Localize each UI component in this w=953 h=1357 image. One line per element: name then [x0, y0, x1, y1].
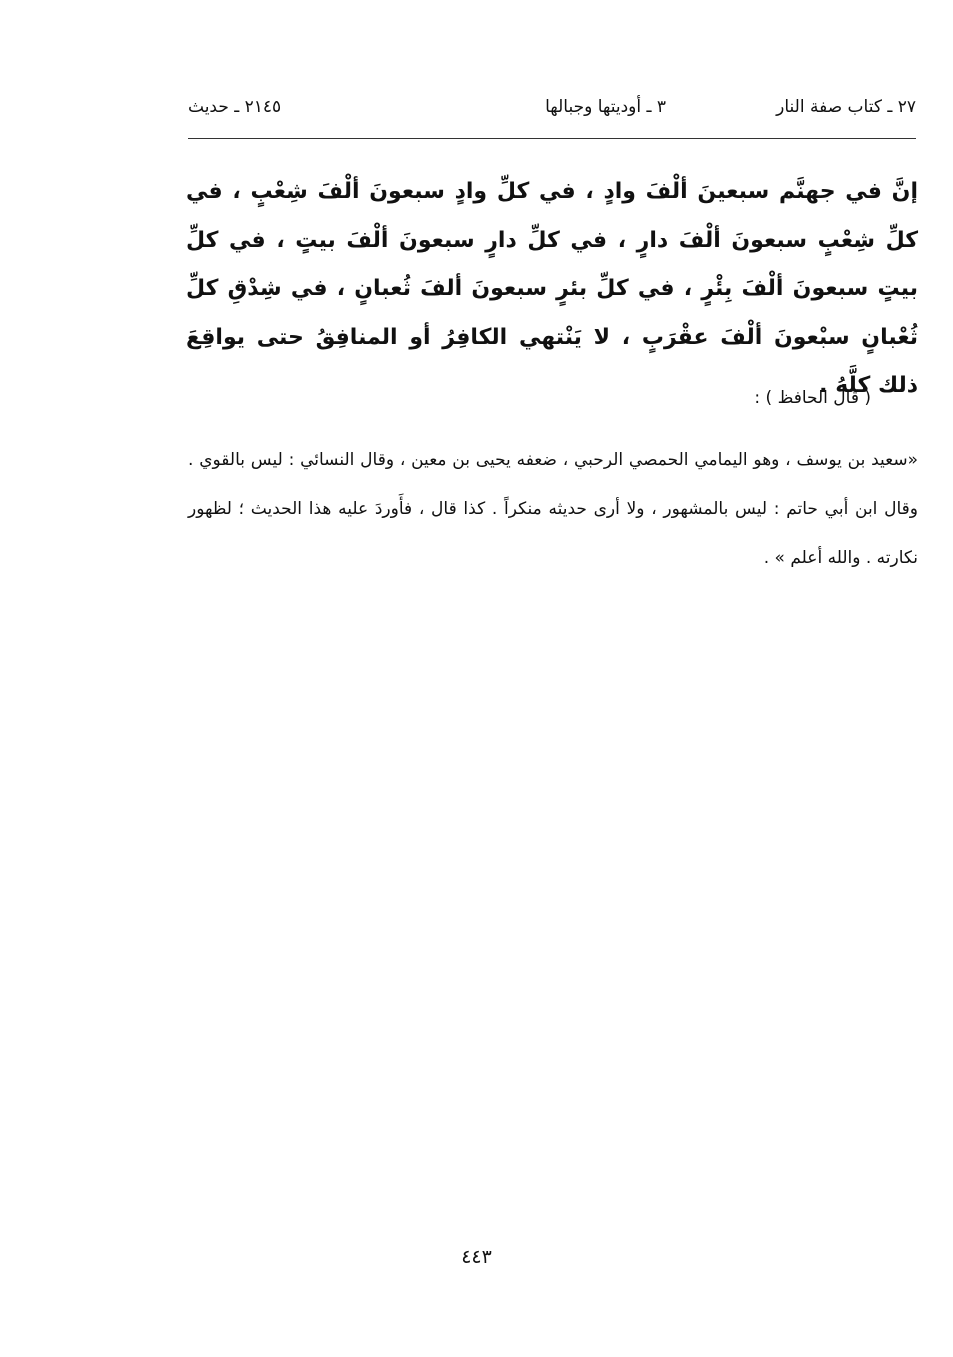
page-number: ٤٤٣: [461, 1246, 492, 1268]
hadith-text: إنَّ في جهنَّم سبعينَ ألْفَ وادٍ ، في كلِّ وادٍ سبعونَ ألْفَ شِعْبٍ ، في كلِّ شِعْبٍ سبعونَ ألْفَ دارٍ ، في كلِّ دارٍ سبعونَ ألْفَ بيتٍ ، في كلِّ بيتٍ سبعونَ ألْفَ بِئْرٍ ، في كلِّ بئرٍ سبعونَ ألفَ ثُعبانٍ ، في شِدْقِ كلِّ ثُعْبانٍ سبْعونَ ألْفَ عقْرَبٍ ، لا يَنْتهي الكافِرُ أو المنافِقُ حتى يواقِعَ ذلك كلَّهُ .: [186, 179, 918, 398]
attribution-label: ( قال الحافظ ) :: [754, 388, 871, 408]
header-divider: [188, 138, 916, 139]
chapter-title: ٢٧ ـ كتاب صفة النار: [776, 97, 916, 117]
section-title: ٣ ـ أوديتها وجبالها: [545, 97, 666, 117]
running-header: [188, 92, 916, 122]
commentary-text: «سعيد بن يوسف ، وهو اليمامي الحمصي الرحبي ، ضعفه يحيى بن معين ، وقال النسائي : ليس بالقوي . وقال ابن أبي حاتم : ليس بالمشهور ، ولا أرى حديثه منكراً . كذا قال ، فأَوردَ عليه هذا الحديث ؛ لظهور نكارته . والله أعلم » .: [188, 450, 918, 568]
hadith-number: ٢١٤٥ ـ حديث: [188, 97, 282, 117]
